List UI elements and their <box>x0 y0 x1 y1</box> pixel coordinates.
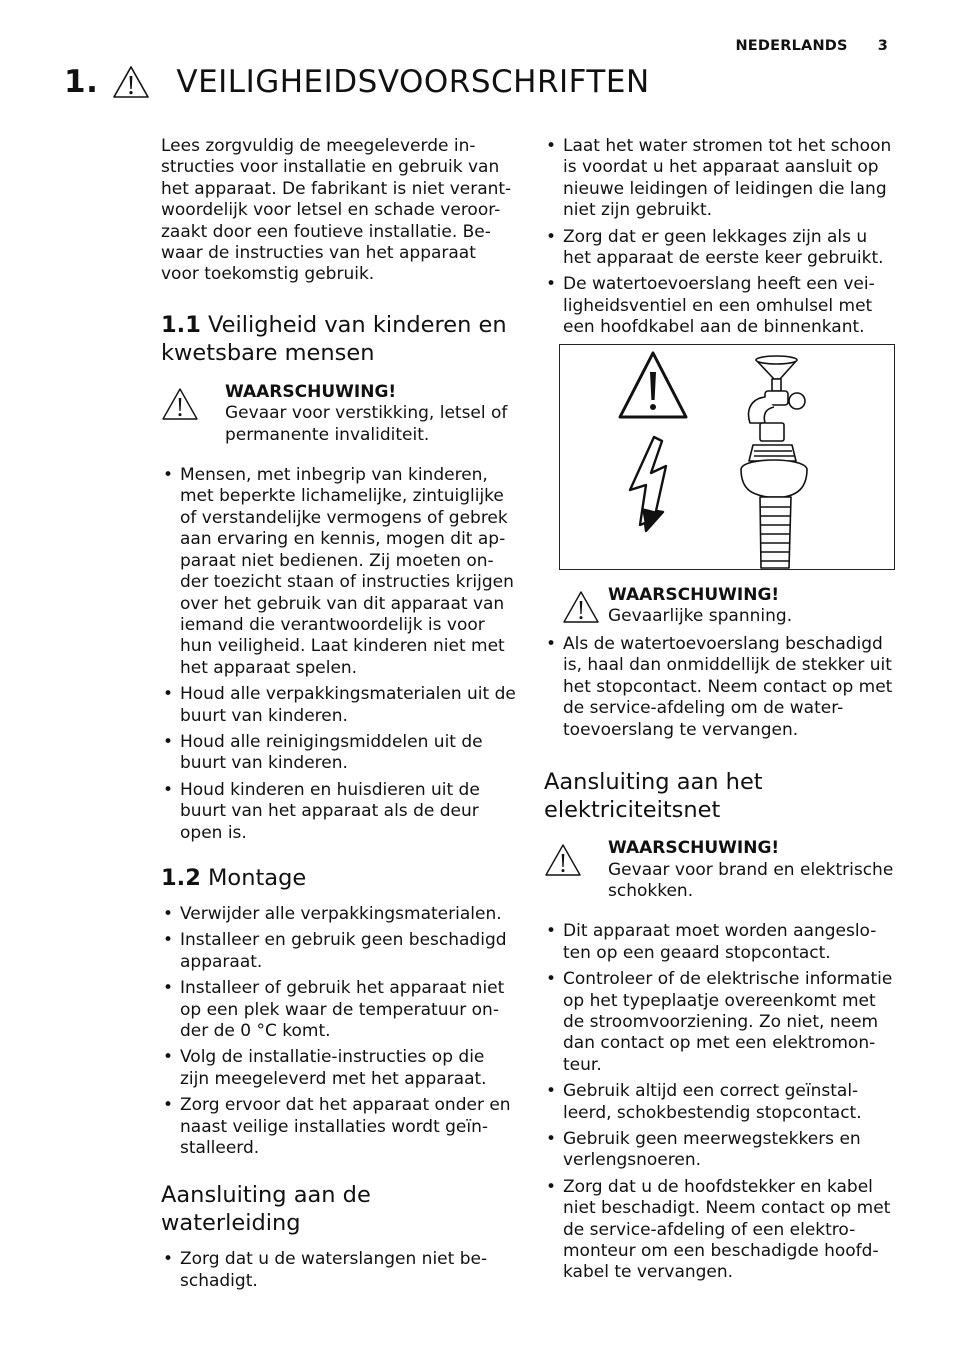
list-item: • Houd alle reinigingsmiddelen uit de buurt van kinderen. <box>161 732 517 775</box>
warning-block <box>544 585 900 630</box>
list-item: • Als de watertoevoerslang beschadigd is, haal dan onmiddellijk de stekker uit het stopcontact. Neem contact op met de service-afdeling om de water- toevoerslang te vervangen. <box>544 634 900 741</box>
list-item: • Dit apparaat moet worden aangeslo- ten op een geaard stopcontact. <box>544 921 900 964</box>
warning-text: Gevaar voor verstikking, letsel of permanente invaliditeit. <box>225 403 508 445</box>
bullet-list <box>161 465 517 844</box>
warning-text: Gevaarlijke spanning. <box>608 606 793 627</box>
chapter-heading: VEILIGHEIDSVOORSCHRIFTEN <box>176 64 650 100</box>
hose-illustration <box>559 344 895 570</box>
water-hose-valve-icon <box>741 356 807 568</box>
section-heading-electric: Aansluiting aan het elektriciteitsnet <box>544 769 763 824</box>
section-title: Montage <box>208 864 307 891</box>
bullet-list <box>544 634 900 741</box>
page-number: 3 <box>877 38 888 54</box>
lightning-icon <box>630 437 666 531</box>
chapter-title <box>64 64 650 100</box>
section-number: 1.1 <box>161 311 201 338</box>
warning-triangle-icon <box>544 843 582 877</box>
bullet-list <box>161 904 517 1159</box>
warning-triangle-icon <box>620 353 686 417</box>
bullet-list <box>544 921 900 1284</box>
warning-block <box>161 382 517 446</box>
left-column <box>161 136 517 1297</box>
right-column <box>544 136 900 1289</box>
section-number: 1.2 <box>161 864 201 891</box>
list-item: • Zorg dat er geen lekkages zijn als u het apparaat de eerste keer gebruikt. <box>544 227 900 270</box>
bullet-list <box>544 136 900 339</box>
warning-title: WAARSCHUWING! <box>225 381 397 402</box>
list-item: • Gebruik altijd een correct geïnstal- leerd, schokbestendig stopcontact. <box>544 1081 900 1124</box>
list-item: • Volg de installatie-instructies op die zijn meegeleverd met het apparaat. <box>161 1047 517 1090</box>
warning-triangle-icon <box>562 590 600 624</box>
list-item: • De watertoevoerslang heeft een vei- ligheidsventiel en een omhulsel met een hoofdkabel aan de binnenkant. <box>544 274 900 338</box>
header-language: NEDERLANDS <box>735 38 848 54</box>
warning-triangle-icon <box>161 387 199 421</box>
list-item: • Houd alle verpakkingsmaterialen uit de buurt van kinderen. <box>161 684 517 727</box>
section-heading-1-2 <box>161 864 517 892</box>
page-header <box>735 38 888 54</box>
section-title: Veiligheid van kinderen en kwetsbare mensen <box>161 311 507 366</box>
warning-title: WAARSCHUWING! <box>608 584 780 605</box>
list-item: • Gebruik geen meerwegstekkers en verlengsnoeren. <box>544 1129 900 1172</box>
bullet-list <box>161 1249 517 1292</box>
list-item: • Mensen, met inbegrip van kinderen, met beperkte lichamelijke, zintuiglijke of verstandelijke vermogens of gebrek aan ervaring en kennis, mogen dit ap- paraat niet bedienen. Zij moeten on- der toezicht staan of instructies krijgen over het gebruik van dit apparaat van iemand die verantwoordelijk is voor hun veiligheid. Laat kinderen niet met het apparaat spelen. <box>161 465 517 679</box>
list-item: • Zorg dat u de hoofdstekker en kabel niet beschadigt. Neem contact op met de service-afdeling of een elektro- monteur om een beschadigde hoofd- kabel te vervangen. <box>544 1177 900 1284</box>
list-item: • Zorg dat u de waterslangen niet be- schadigt. <box>161 1249 517 1292</box>
list-item: • Controleer of de elektrische informatie op het typeplaatje overeenkomt met de stroomvoorziening. Zo niet, neem dan contact op met een elektromon- teur. <box>544 969 900 1076</box>
section-heading-1-1 <box>161 311 517 367</box>
list-item: • Verwijder alle verpakkingsmaterialen. <box>161 904 517 925</box>
warning-triangle-icon <box>112 65 150 99</box>
warning-title: WAARSCHUWING! <box>608 838 780 859</box>
warning-block <box>544 838 900 902</box>
section-heading-water: Aansluiting aan de waterleiding <box>161 1182 371 1237</box>
list-item: • Installeer en gebruik geen beschadigd apparaat. <box>161 930 517 973</box>
warning-text: Gevaar voor brand en elektrische schokken. <box>608 859 894 901</box>
chapter-number: 1. <box>64 64 99 100</box>
list-item: • Laat het water stromen tot het schoon is voordat u het apparaat aansluit op nieuwe leidingen of leidingen die lang niet zijn gebruikt. <box>544 136 900 222</box>
intro-paragraph: Lees zorgvuldig de meegeleverde in- structies voor installatie en gebruik van het apparaat. De fabrikant is niet verant- woordelijk voor letsel en schade veroor- zaakt door een foutieve installatie. Be- waar de instructies van het apparaat voor toekomstig gebruik. <box>161 136 512 285</box>
list-item: • Houd kinderen en huisdieren uit de buurt van het apparaat als de deur open is. <box>161 780 517 844</box>
list-item: • Installeer of gebruik het apparaat niet op een plek waar de temperatuur on- der de 0 °C komt. <box>161 978 517 1042</box>
list-item: • Zorg ervoor dat het apparaat onder en naast veilige installaties wordt geïn- stalleerd. <box>161 1095 517 1159</box>
